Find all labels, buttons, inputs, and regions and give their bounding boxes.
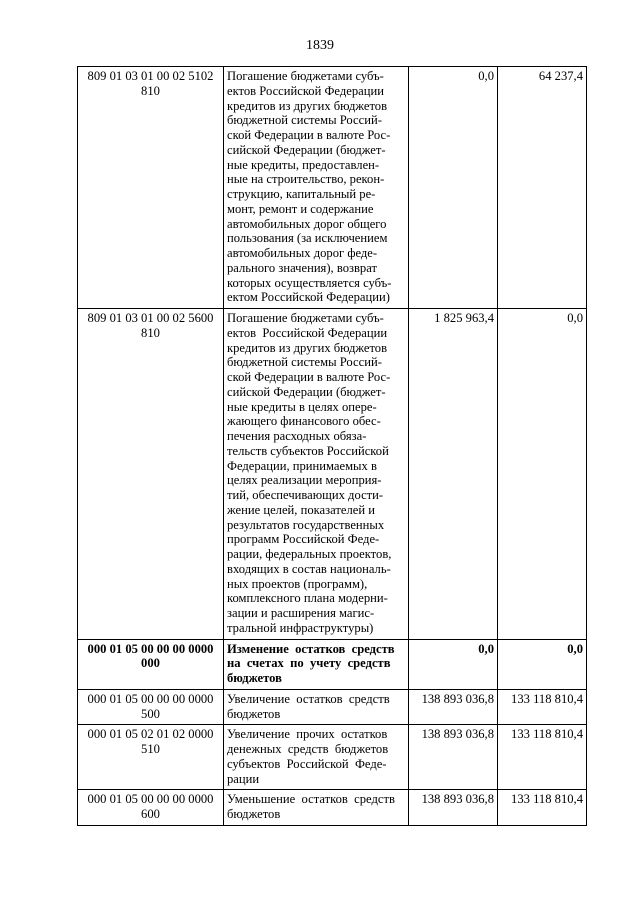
amount-cell-2: 64 237,4 [498,67,587,309]
table-row [78,639,587,689]
amount-cell-2: 0,0 [498,309,587,640]
description-line: Увеличение остатков средств [227,691,390,706]
description-line: ектов Российской Федерации [227,83,384,98]
description-line: целях реализации мероприя- [227,473,382,488]
budget-code-line: 000 01 05 02 01 02 0000 [87,727,214,742]
description-line: монт, ремонт и содержание [227,201,374,216]
description-line: программ Российской Феде- [227,532,380,547]
description-line: бюджетов [227,706,281,721]
description-line: Федерации, принимаемых в [227,458,377,473]
description-line: автомобильных дорог феде- [227,246,378,260]
budget-code-cell [78,67,224,309]
description-line: жение целей, показателей и [227,502,375,517]
description-line: струкцию, капитальный ре- [227,187,376,201]
budget-code-line: 000 01 05 00 00 00 0000 [87,691,214,706]
description-line: печения расходных обяза- [227,429,367,443]
description-line: рации, федеральных проектов, [227,547,392,561]
budget-code-cell [78,689,224,725]
description-line: субъектов Российской Феде- [227,756,387,771]
table-row [78,725,587,790]
budget-code-cell [78,639,224,689]
description-line: сийской Федерации (бюджет- [227,384,386,399]
description-line: бюджетной системы Россий- [227,113,382,128]
budget-code-cell [78,725,224,790]
description-line: тральной инфраструктуры) [227,620,374,635]
amount-cell-1: 0,0 [409,67,498,309]
description-line: ской Федерации в валюте Рос- [227,128,391,142]
amount-cell-1: 0,0 [409,639,498,689]
description-line: пользования (за исключением [227,231,388,246]
description-line: тий, обеспечивающих дости- [227,488,384,502]
budget-code-line: 510 [141,742,160,756]
amount-cell-1: 138 893 036,8 [409,689,498,725]
description-line: сийской Федерации (бюджет- [227,142,386,157]
budget-code-cell [78,790,224,826]
budget-code-line: 600 [141,807,160,821]
description-line: бюджетов [227,671,282,685]
description-line: Уменьшение остатков средств [227,792,395,807]
description-line: Погашение бюджетами субъ- [227,69,384,83]
amount-cell-2: 133 118 810,4 [498,689,587,725]
budget-code-line: 809 01 03 01 00 02 5102 [87,69,214,83]
description-line: результатов государственных [227,517,385,532]
budget-code-line: 000 01 05 00 00 00 0000 [87,792,214,807]
description-line: ектов Российской Федерации [227,325,388,340]
budget-sources-table [77,66,587,826]
budget-code-line: 500 [141,706,160,721]
description-line: ные кредиты, предоставлен- [227,157,380,172]
description-line: ных проектов (программ), [227,576,368,591]
description-line: рации [227,771,260,786]
budget-code-line: 000 [141,656,160,671]
description-line: тельств субъектов Российской [227,443,389,458]
description-line: которых осуществляется субъ- [227,275,392,290]
description-line: ской Федерации в валюте Рос- [227,370,391,384]
description-line: кредитов из других бюджетов [227,340,388,355]
amount-cell-1: 138 893 036,8 [409,725,498,790]
table-row [78,309,587,640]
budget-code-line: 810 [141,325,160,340]
budget-code-line: 000 01 05 00 00 00 0000 [87,641,214,656]
description-cell [224,309,409,640]
table-row [78,790,587,826]
page-number: 1839 [306,38,334,53]
amount-cell-2: 133 118 810,4 [498,725,587,790]
amount-cell-1: 138 893 036,8 [409,790,498,826]
description-cell [224,639,409,689]
description-line: Изменение остатков средств [227,641,395,656]
table-row [78,689,587,725]
description-line: входящих в состав националь- [227,561,391,576]
description-line: ектом Российской Федерации) [227,290,390,305]
description-line: бюджетов [227,807,281,821]
description-line: Увеличение прочих остатков [227,727,388,742]
description-line: рального значения), возврат [227,260,377,275]
amount-cell-2: 133 118 810,4 [498,790,587,826]
description-cell [224,790,409,826]
budget-code-line: 810 [141,83,160,98]
description-cell [224,725,409,790]
description-line: ные кредиты в целях опере- [227,399,377,414]
description-line: ные на строительство, рекон- [227,172,385,187]
description-line: Погашение бюджетами субъ- [227,311,384,325]
description-line: бюджетной системы Россий- [227,355,382,370]
description-line: на счетах по учету средств [227,656,391,671]
description-line: денежных средств бюджетов [227,742,389,756]
budget-code-line: 809 01 03 01 00 02 5600 [87,311,214,325]
description-line: жающего финансового обес- [227,414,381,429]
table-body [78,67,587,826]
description-line: зации и расширения магис- [227,606,375,620]
amount-cell-2: 0,0 [498,639,587,689]
description-cell [224,67,409,309]
amount-cell-1: 1 825 963,4 [409,309,498,640]
table-row [78,67,587,309]
description-line: кредитов из других бюджетов [227,98,388,113]
budget-code-cell [78,309,224,640]
description-line: комплексного плана модерни- [227,591,388,606]
description-cell [224,689,409,725]
description-line: автомобильных дорог общего [227,216,387,231]
